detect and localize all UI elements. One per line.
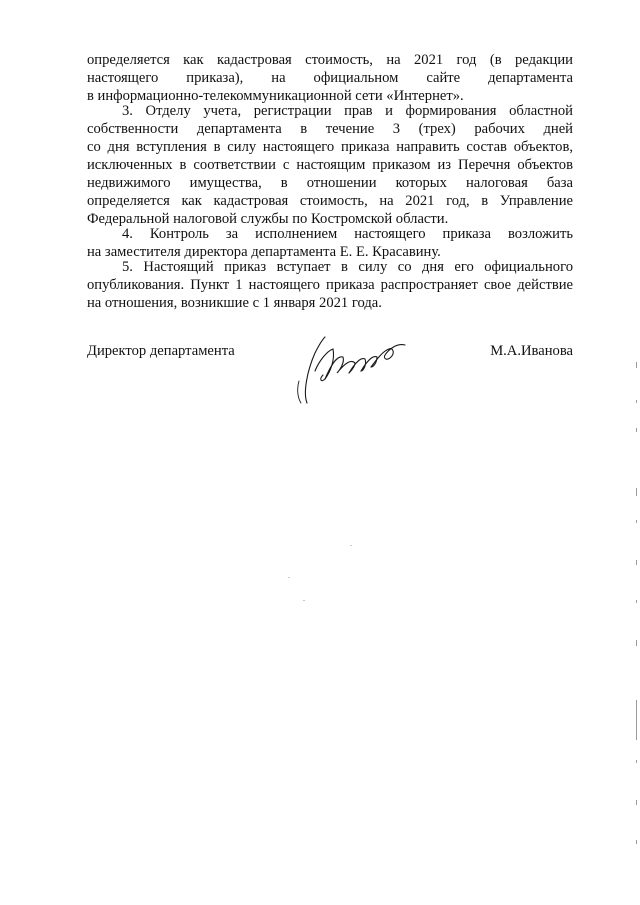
text-line: со дня вступления в силу настоящего приказа направить состав объектов, [87, 139, 573, 155]
signatory-name: М.А.Иванова [490, 343, 573, 359]
text-line: на заместителя директора департамента Е. Е. Красавину. [87, 244, 441, 260]
text-line: исключенных в соответствии с настоящим приказом из Перечня объектов [87, 157, 573, 173]
text-line: 5. Настоящий приказ вступает в силу со дня его официального [122, 259, 573, 275]
scan-speck [350, 545, 352, 546]
text-line: опубликования. Пункт 1 настоящего приказа распространяет свое действие [87, 277, 573, 293]
text-line: недвижимого имущества, в отношении которых налоговая база [87, 175, 573, 191]
text-line: собственности департамента в течение 3 (трех) рабочих дней [87, 121, 573, 137]
text-line: в информационно-телекоммуникационной сети «Интернет». [87, 88, 464, 104]
text-line: Федеральной налоговой службы по Костромской области. [87, 211, 449, 227]
signature-block [0, 331, 640, 421]
text-line: на отношения, возникшие с 1 января 2021 года. [87, 295, 382, 311]
text-line: определяется как кадастровая стоимость, на 2021 год (в редакции [87, 52, 573, 68]
text-line: 4. Контроль за исполнением настоящего приказа возложить [122, 226, 573, 242]
text-line: определяется как кадастровая стоимость, на 2021 год, в Управление [87, 193, 573, 209]
signatory-title: Директор департамента [87, 343, 235, 359]
scan-speck [303, 600, 305, 601]
scan-edge-marks [632, 0, 640, 905]
handwritten-signature [285, 331, 415, 411]
text-line: 3. Отделу учета, регистрации прав и формирования областной [122, 103, 573, 119]
text-line: настоящего приказа), на официальном сайте департамента [87, 70, 573, 86]
scan-speck [288, 577, 290, 578]
